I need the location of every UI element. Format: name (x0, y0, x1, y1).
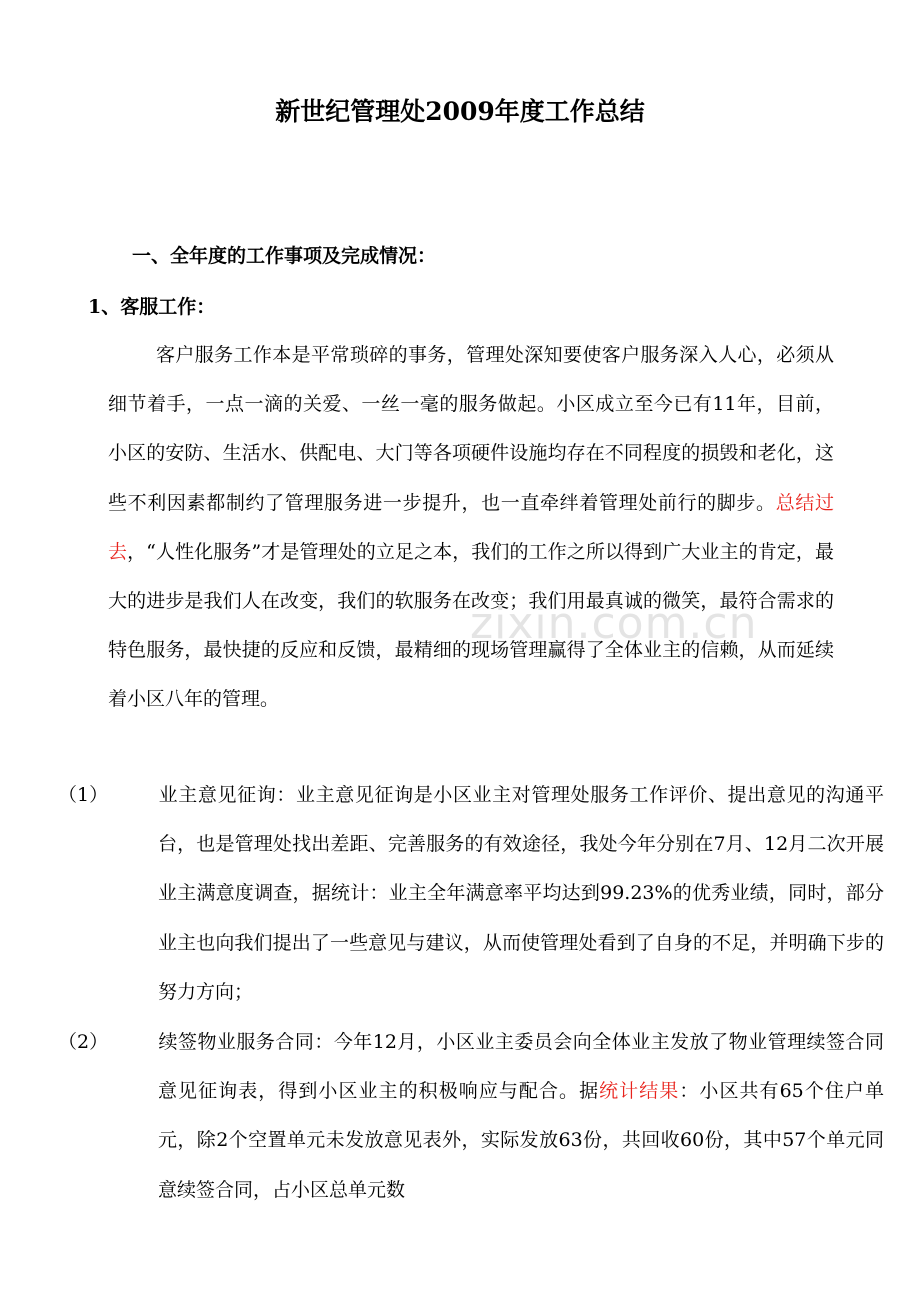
list-item-text: ：小区共有65个住户单元，除2个空置单元未发放意见表外，实际发放63份，共回收60份，其中57个单元同意续签合同，占小区总单元数 (158, 1080, 884, 1201)
list-item (58, 1018, 884, 1215)
list-item-text: 续签物业服务合同：今年12月，小区业主委员会向全体业主发放了物业管理续签合同意见征询表，得到小区业主的积极响应与配合。据 (158, 1031, 884, 1103)
highlighted-text: 总结过去 (108, 491, 834, 563)
list-item-number: （1） (58, 784, 109, 806)
paragraph-text: 客户服务工作本是平常琐碎的事务，管理处深知要使客户服务深入人心，必须从细节着手，一点一滴的关爱、一丝一毫的服务做起。小区成立至今已有11年，目前，小区的安防、生活水、供配电、大门等各项硬件设施均存在不同程度的损毁和老化，这些不利因素都制约了管理服务进一步提升，也一直牵绊着管理处前行的脚步。 (108, 344, 834, 514)
list-item-text: 业主意见征询：业主意见征询是小区业主对管理处服务工作评价、提出意见的沟通平台，也是管理处找出差距、完善服务的有效途径，我处今年分别在7月、12月二次开展业主满意度调查，据统计：业主全年满意率平均达到99.23%的优秀业绩，同时，部分业主也向我们提出了一些意见与建议，从而使管理处看到了自身的不足，并明确下步的努力方向； (158, 784, 884, 1003)
watermark: zixin.com.cn (470, 598, 758, 649)
body-paragraph (108, 331, 834, 725)
document-title: 新世纪管理处2009年度工作总结 (275, 97, 645, 126)
section-heading: 一、全年度的工作事项及完成情况： (132, 245, 437, 267)
highlighted-text: 统计结果 (599, 1080, 680, 1103)
subsection-heading: 1、客服工作： (88, 296, 216, 318)
list-item-number: （2） (58, 1031, 109, 1053)
paragraph-text: ，“人性化服务”才是管理处的立足之本，我们的工作之所以得到广大业主的肯定，最大的进步是我们人在改变，我们的软服务在改变；我们用最真诚的微笑，最符合需求的特色服务，最快捷的反应和反馈，最精细的现场管理赢得了全体业主的信赖，从而延续着小区八年的管理。 (108, 540, 834, 711)
list-item (58, 771, 884, 1017)
